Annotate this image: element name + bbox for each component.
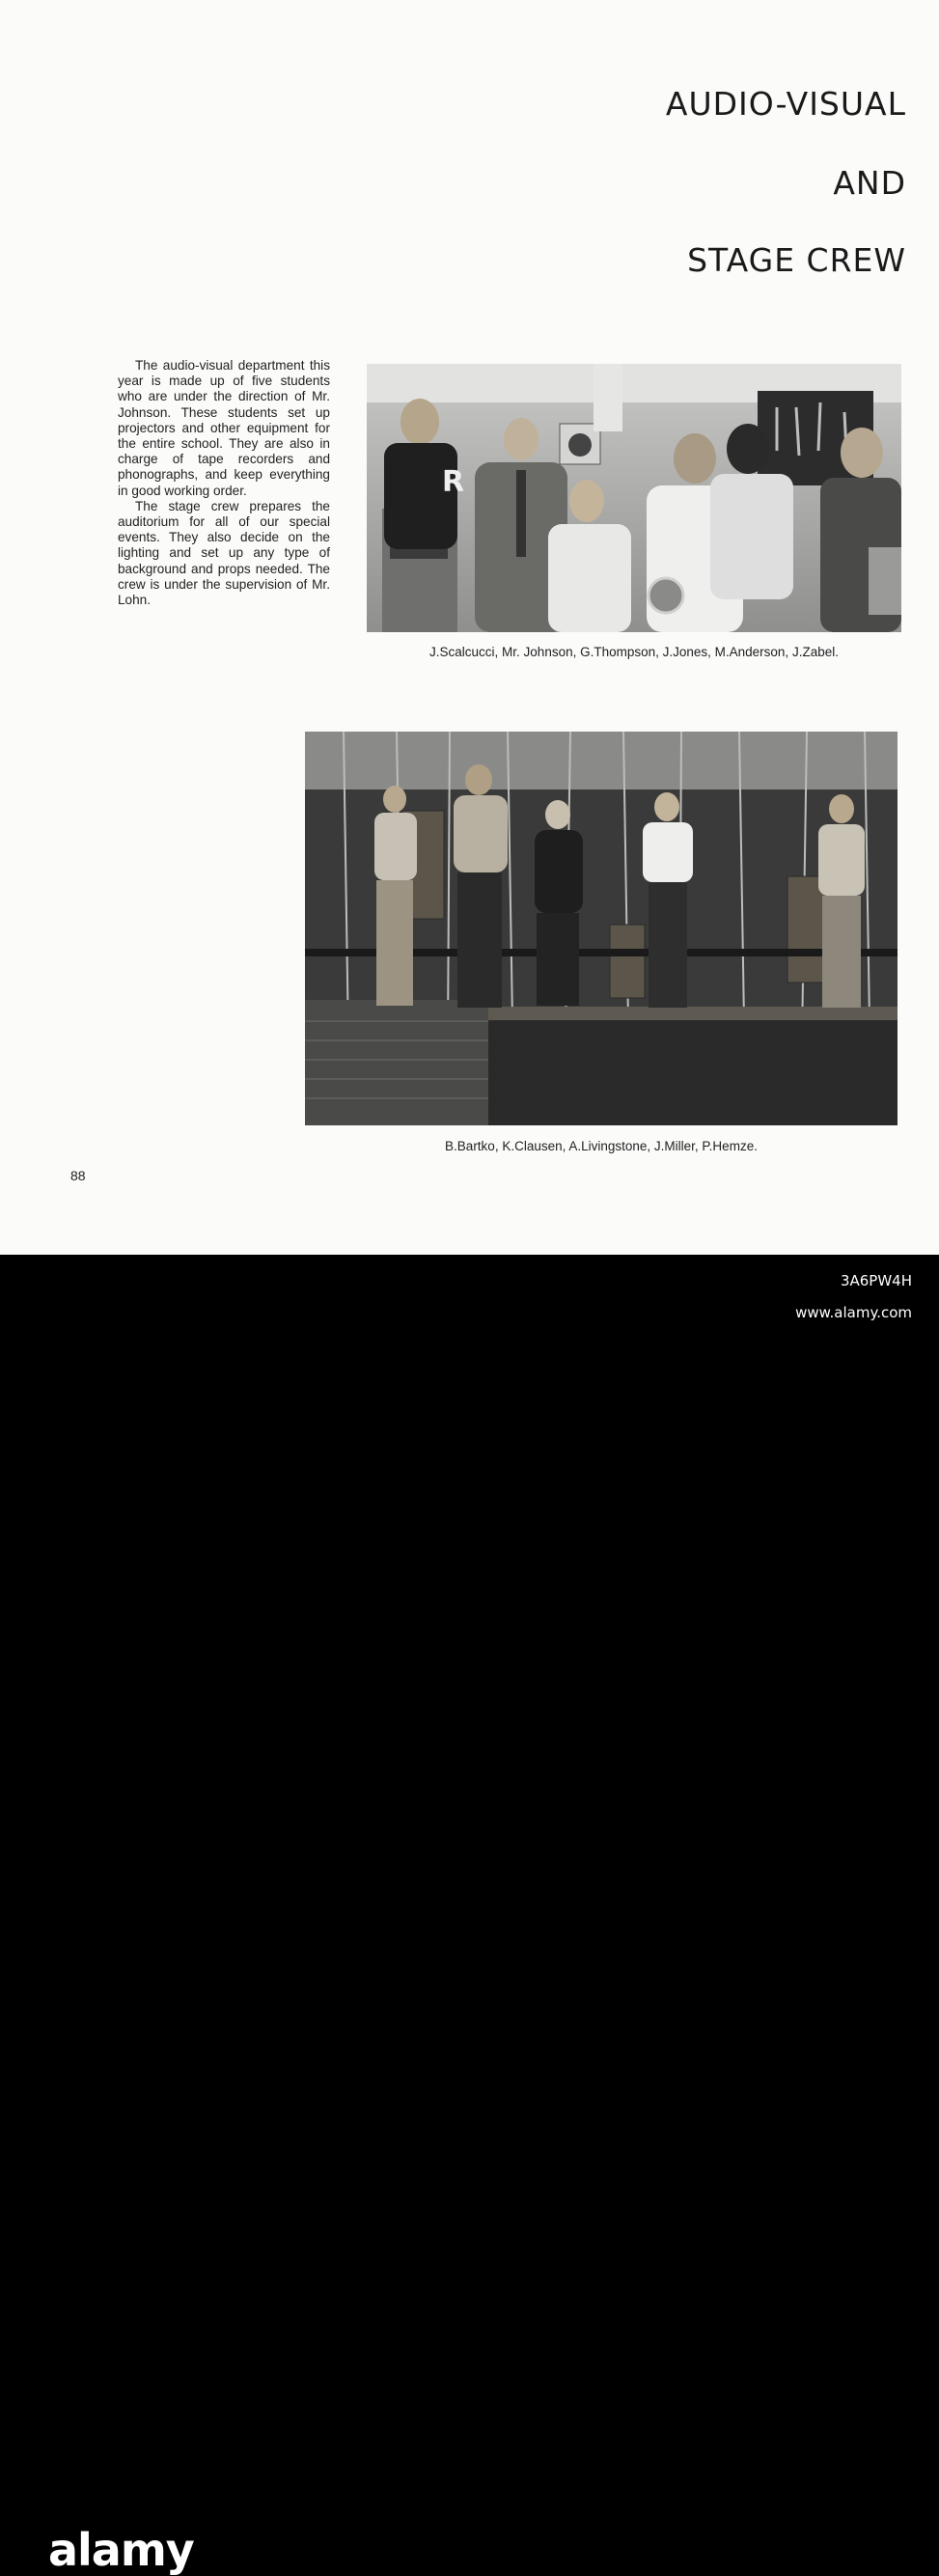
article-body [118,358,330,608]
image-id-label: 3A6PW4H [840,1272,912,1289]
page-number: 88 [70,1168,86,1183]
watermark-banner [0,1255,939,2576]
alamy-logo: alamy [48,2524,194,2576]
paragraph-stage-crew: The stage crew prepares the auditorium for all of our special events. They also decide on the lighting and set up any type of background and props needed. The crew is under the supervision of Mr. Lohn. [118,498,330,608]
heading-line-stage-crew: STAGE CREW [687,241,906,279]
heading-line-audio-visual: AUDIO-VISUAL [665,85,906,123]
bottom-photo-caption: B.Bartko, K.Clausen, A.Livingstone, J.Miller, P.Hemze. [445,1139,758,1153]
watermark-site-link[interactable]: www.alamy.com [795,1304,912,1321]
paragraph-audio-visual: The audio-visual department this year is made up of five students who are under the direction of Mr. Johnson. These students set up projectors and other equipment for the entire school. They are also in charge of tape recorders and phonographs, and keep everything in good working order. [118,358,330,498]
yearbook-page [0,0,939,1255]
audio-visual-group-photo [367,364,901,632]
top-photo-caption: J.Scalcucci, Mr. Johnson, G.Thompson, J.Jones, M.Anderson, J.Zabel. [429,645,839,659]
stage-crew-group-photo [305,732,898,1125]
heading-line-and: AND [833,164,906,202]
svg-text:R: R [442,465,465,499]
